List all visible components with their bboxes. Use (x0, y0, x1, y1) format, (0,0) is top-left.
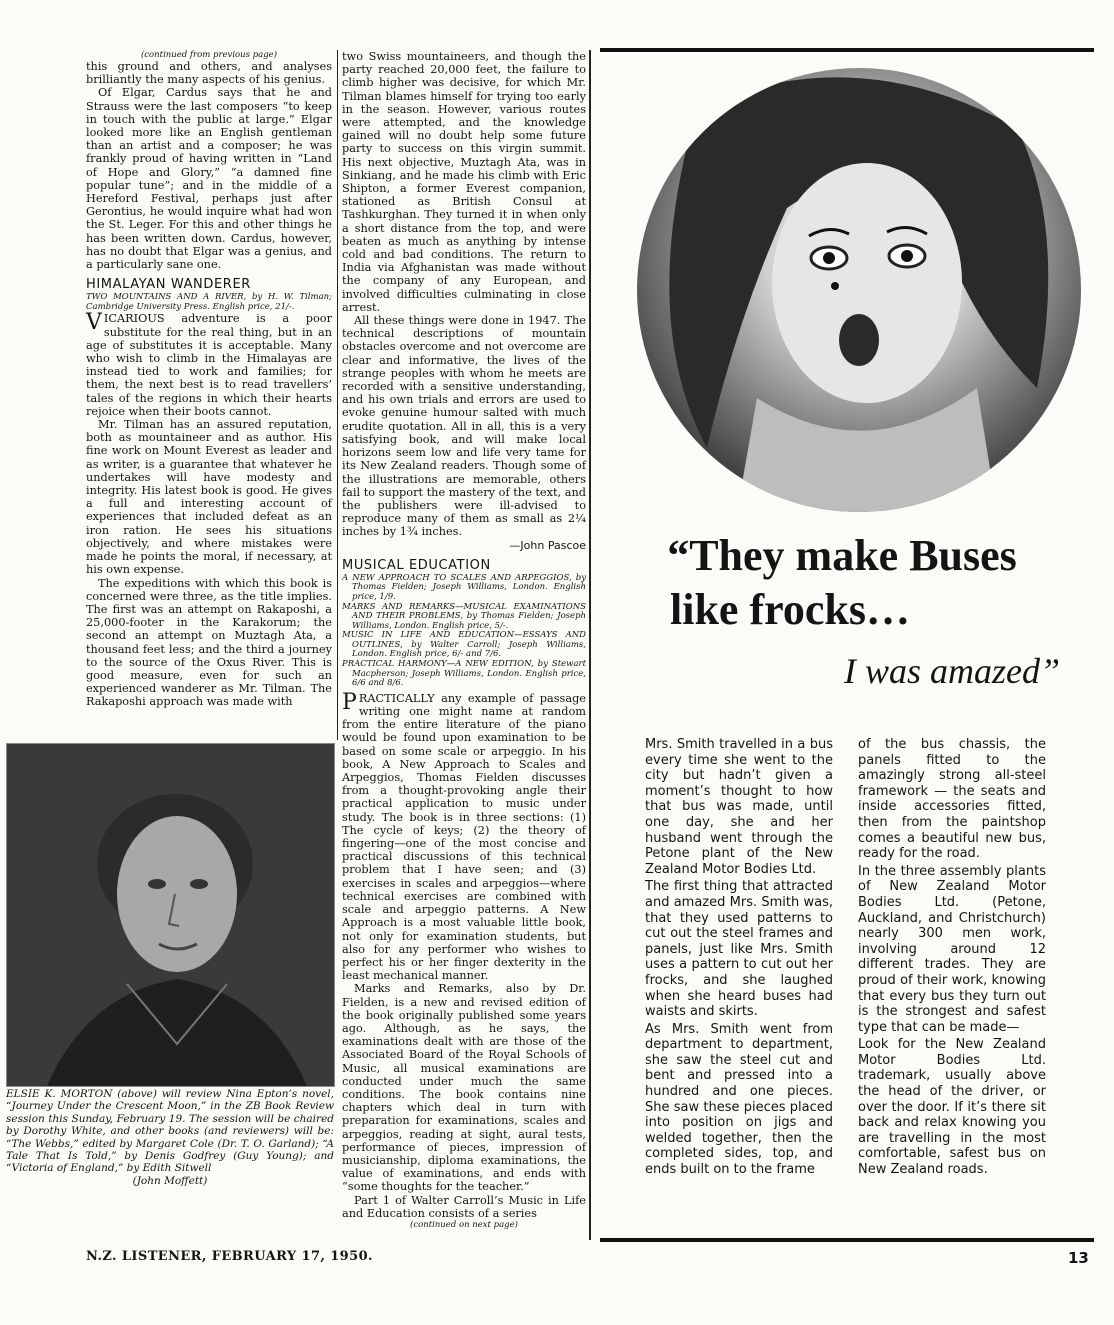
review-signature: —John Pascoe (509, 538, 586, 552)
woman-illustration (637, 68, 1081, 512)
ad-tagline: I was amazed” (843, 651, 1060, 691)
ad-paragraph: Mrs. Smith travelled in a bus every time she went to the city but hadn’t given a moment’s thought to how that bus was made, until one day, she and her husband went through the Petone plant of the New Zealand Motor Bodies Ltd. (645, 737, 833, 877)
book-citation: MARKS AND REMARKS—MUSICAL EXAMINATIONS AND THEIR PROBLEMS, by Thomas Fielden; Joseph Williams, London. English price, 5/-. (342, 601, 586, 631)
book-citation: MUSIC IN LIFE AND EDUCATION—ESSAYS AND OUTLINES, by Walter Carroll; Joseph Williams, London. English price, 6/- and 7/6. (342, 630, 586, 660)
continued-from-note: (continued from previous page) (140, 50, 278, 60)
ad-paragraph: As Mrs. Smith went from department to department, she saw the steel cut and bent and pressed into a hundred and one pieces. She saw these pieces placed into position on jigs and welded together, then the completed sides, top, and ends built on to the frame (645, 1021, 833, 1178)
book-citation: A NEW APPROACH TO SCALES AND ARPEGGIOS, by Thomas Fielden; Joseph Williams, London. English price, 1/9. (342, 572, 586, 602)
photo-caption (6, 1088, 334, 1187)
publication-footer: N.Z. LISTENER, FEBRUARY 17, 1950. (86, 1249, 373, 1264)
ad-headline-line2: like frocks… (670, 585, 910, 634)
caption-credit: (John Moffett) (132, 1174, 208, 1187)
book-citation: TWO MOUNTAINS AND A RIVER, by H. W. Tilman; Cambridge University Press. English price, 21/-. (86, 292, 332, 312)
paragraph: Marks and Remarks, also by Dr. Fielden, is a new and revised edition of the book originally published some years ago. Although, as he says, the examinations dealt with are those of the Associated Board of the Royal Schools of Music, all musical examinations are conducted under much the same conditions. The book contains nine chapters which deal in turn with preparation for examinations, scales and arpeggios, reading at sight, aural tests, performance of pieces, impression of musicianship, diploma examinations, the value of examinations, and ends with “some thoughts for the teacher.” (342, 982, 586, 1194)
portrait-photo (6, 743, 335, 1087)
paragraph: Of Elgar, Cardus says that he and Strauss were the last composers “to keep in touch with the public at large.” Elgar looked more like an English gentleman than an artist and a composer; he was frankly proud of having written in “Land of Hope and Glory,” “a damned fine popular tune”; and in the middle of a Hereford Festival, perhaps just after Gerontius, he would inquire what had won the St. Leger. For this and other things he has been written down. Cardus, however, has no doubt that Elgar was a genius, and a particularly sane one. (86, 86, 332, 272)
portrait-illustration (7, 744, 334, 1086)
paragraph: ICARIOUS adventure is a poor substitute for the real thing, but in an age of substitutes it is acceptable. Many who wish to climb in the Himalayas are instead tied to work and families; for them, the next best is to read travellers’ tales of the regions in which their hearts rejoice when their boots cannot. (86, 312, 332, 418)
ad-top-rule (600, 48, 1094, 52)
review-column-1 (86, 50, 332, 709)
paragraph: Mr. Tilman has an assured reputation, both as mountaineer and as author. His fine work on Mount Everest as leader and as writer, is a guarantee that whatever he undertakes will have modesty and integrity. His latest book is good. He gives a full and interesting account of experiences that included defeat as an iron ration. He sees his situations objectively, and where mistakes were made he points the moral, if necessary, at his own expense. (86, 418, 332, 577)
ad-paragraph: The first thing that attracted and amazed Mrs. Smith was, that they used patterns to cut out the steel frames and panels, just like Mrs. Smith uses a pattern to cut out her frocks, and she laughed when she heard buses had waists and skirts. (645, 879, 833, 1020)
caption-text: ELSIE K. MORTON (above) will review Nina Epton’s novel, “Journey Under the Crescent Moon,” in the ZB Book Review session this Sunday, February 19. The session will be chaired by Dorothy White, and other books (and reviewers) will be: “The Webbs,” edited by Margaret Cole (Dr. T. O. Garland); “A Tale That Is Told,” by Denis Godfrey (Guy Young); and “Victoria of England,” by Edith Sitwell (6, 1088, 334, 1175)
ad-paragraph: of the bus chassis, the panels fitted to the amazingly strong all-steel framework — the seats and inside accessories fitted, then from the paintshop comes a beautiful new bus, ready for the road. (858, 737, 1046, 862)
ad-paragraph: In the three assembly plants of New Zealand Motor Bodies Ltd. (Petone, Auckland, and Christchurch) nearly 300 men work, involving around 12 different trades. They are proud of their work, knowing that every bus they turn out is the strongest and safest type that can be made— (858, 863, 1046, 1035)
ad-bottom-rule (600, 1238, 1094, 1242)
ad-headline-line1: “They make Buses (667, 531, 1017, 580)
paragraph: All these things were done in 1947. The technical descriptions of mountain obstacles overcome and not overcome are clear and informative, the lives of the strange peoples with whom he meets are recorded with a sensitive understanding, and his own trials and errors are used to evoke genuine humour salted with much erudite quotation. All in all, this is a very satisfying book, and will make local horizons seem low and life very tame for its New Zealand readers. Though some of the illustrations are memorable, others fail to support the mastery of the text, and the publishers were ill-advised to reproduce many of them as small as 2¼ inches by 1¾ inches. (342, 314, 586, 539)
section-heading-musical: MUSICAL EDUCATION (342, 557, 491, 573)
paragraph: The expeditions with which this book is concerned were three, as the title implies. The first was an attempt on Rakaposhi, a 25,000-footer in the Karakorum; the second an attempt on Muztagh Ata, a thousand feet less; and the third a journey to the source of the Oxus River. This is good measure, even for such an experienced wanderer as Mr. Tilman. The Rakaposhi approach was made with (86, 576, 332, 709)
ad-paragraph: Look for the New Zealand Motor Bodies Ltd. trademark, usually above the head of the driver, or over the door. If it’s there sit back and relax knowing you are travelling in the most comfortable, safest bus on New Zealand roads. (858, 1037, 1046, 1178)
paragraph: two Swiss mountaineers, and though the party reached 20,000 feet, the failure to climb higher was decisive, for which Mr. Tilman blames himself for trying too early in the season. However, various routes were attempted, and the knowledge gained will no doubt help some future party to success on this virgin summit. His next objective, Muztagh Ata, was in Sinkiang, and he made his climb with Eric Shipton, a former Everest companion, stationed as British Consul at Tashkurghan. They turned it in when only a short distance from the top, and were beaten as much as anything by intense cold and bad conditions. The return to India via Afghanistan was made without the company of any European, and involved difficulties culminating in close arrest. (342, 50, 586, 314)
column-divider (589, 50, 591, 1240)
column-divider (337, 50, 338, 740)
page-number: 13 (1068, 1249, 1089, 1267)
ad-column-right (858, 737, 1046, 1180)
review-column-2 (342, 50, 586, 1230)
drop-cap: P (342, 689, 357, 715)
book-citation: PRACTICAL HARMONY—A NEW EDITION, by Stewart Macpherson; Joseph Williams, London. English price, 6/6 and 8/6. (342, 659, 586, 689)
book-citations (342, 574, 586, 689)
drop-cap: V (86, 310, 102, 336)
paragraph: Part 1 of Walter Carroll’s Music in Life and Education consists of a series (342, 1193, 586, 1220)
ad-column-left (645, 737, 833, 1180)
section-heading-himalayan: HIMALAYAN WANDERER (86, 277, 251, 293)
paragraph: this ground and others, and analyses brilliantly the many aspects of his genius. (86, 60, 332, 87)
paragraph: RACTICALLY any example of passage writing one might name at random from the entire literature of the piano would be found upon examination to be based on some scale or arpeggio. In his book, A New Approach to Scales and Arpeggios, Thomas Fielden discusses from a thought-provoking angle their practical application to music under study. The book is in three sections: (1) The cycle of keys; (2) the theory of fingering—one of the most concise and practical discussions of this technical problem that I have seen; and (3) exercises in scales and arpeggios—where technical exercises are combined with scale and arpeggio patterns. A New Approach is a most valuable little book, not only for examination students, but also for any performer who wishes to perfect his or her finger dexterity in the least mechanical manner. (342, 691, 586, 983)
ad-woman-portrait (637, 68, 1081, 512)
continued-next-note: (continued on next page) (410, 1219, 518, 1230)
